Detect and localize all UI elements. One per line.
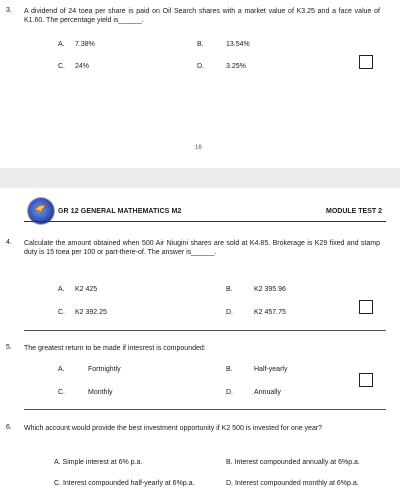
option-value: 24% (75, 63, 90, 70)
answer-checkbox[interactable] (359, 55, 373, 69)
option-letter: C. (58, 309, 65, 316)
page-top (0, 0, 400, 168)
option-value: Annually (254, 389, 281, 396)
question-number: 5. (6, 344, 12, 351)
option-value: Monthly (88, 389, 113, 396)
option-text: B. Interest compounded annually at 6%p.a. (226, 459, 360, 466)
question-text: Calculate the amount obtained when 500 Air Niugini shares are sold at K4.85. Brokerage is K29 fixed and stamp duty is 15 toea per 100 or part-there-of. The answer is______. (24, 240, 380, 256)
option-value: Half-yearly (254, 366, 288, 373)
option-letter: B. (197, 41, 204, 48)
option-value: 3.25% (226, 63, 246, 70)
question-text: A dividend of 24 toea per share is paid on Oil Search shares with a market value of K3.25 and a face value of K1.60. The percentage yield is______. (24, 8, 380, 24)
answer-checkbox[interactable] (359, 373, 373, 387)
question-number: 4. (6, 239, 12, 246)
option-letter: D. (226, 309, 233, 316)
option-letter: D. (226, 389, 233, 396)
option-letter: A. (58, 41, 65, 48)
header-title: GR 12 GENERAL MATHEMATICS M2 (58, 208, 182, 215)
option-letter: A. (58, 366, 65, 373)
question-text: Which account would provide the best investment opportunity if K2 500 is invested for one year? (24, 425, 323, 432)
option-letter: B. (226, 286, 233, 293)
header-divider (24, 221, 386, 222)
option-text: C. Interest compounded half-yearly at 6%p.a. (54, 480, 195, 487)
option-value: K2 425 (75, 286, 98, 293)
question-text: The greatest return to be made if intesrest is compounded: (24, 345, 206, 352)
option-value: 13.54% (226, 41, 250, 48)
header-right-title: MODULE TEST 2 (325, 208, 382, 215)
question-number: 3. (6, 7, 12, 14)
question-number: 6. (6, 424, 12, 431)
option-value: K2 457.75 (254, 309, 286, 316)
option-value: K2 392.25 (75, 309, 107, 316)
page-break (0, 168, 400, 188)
question-divider (24, 409, 386, 410)
option-letter: A. (58, 286, 65, 293)
option-letter: C. (58, 63, 65, 70)
page-number: 16 (195, 145, 202, 151)
option-value: 7.38% (75, 41, 95, 48)
option-letter: D. (197, 63, 204, 70)
option-letter: B. (226, 366, 233, 373)
option-value: Fortnightly (88, 366, 121, 373)
option-letter: C. (58, 389, 65, 396)
option-text: D. Interest compounded monthly at 6%p.a. (226, 480, 359, 487)
option-value: K2 395.96 (254, 286, 286, 293)
question-divider (24, 330, 386, 331)
option-text: A. Simple interest at 6% p.a. (54, 459, 143, 466)
answer-checkbox[interactable] (359, 300, 373, 314)
